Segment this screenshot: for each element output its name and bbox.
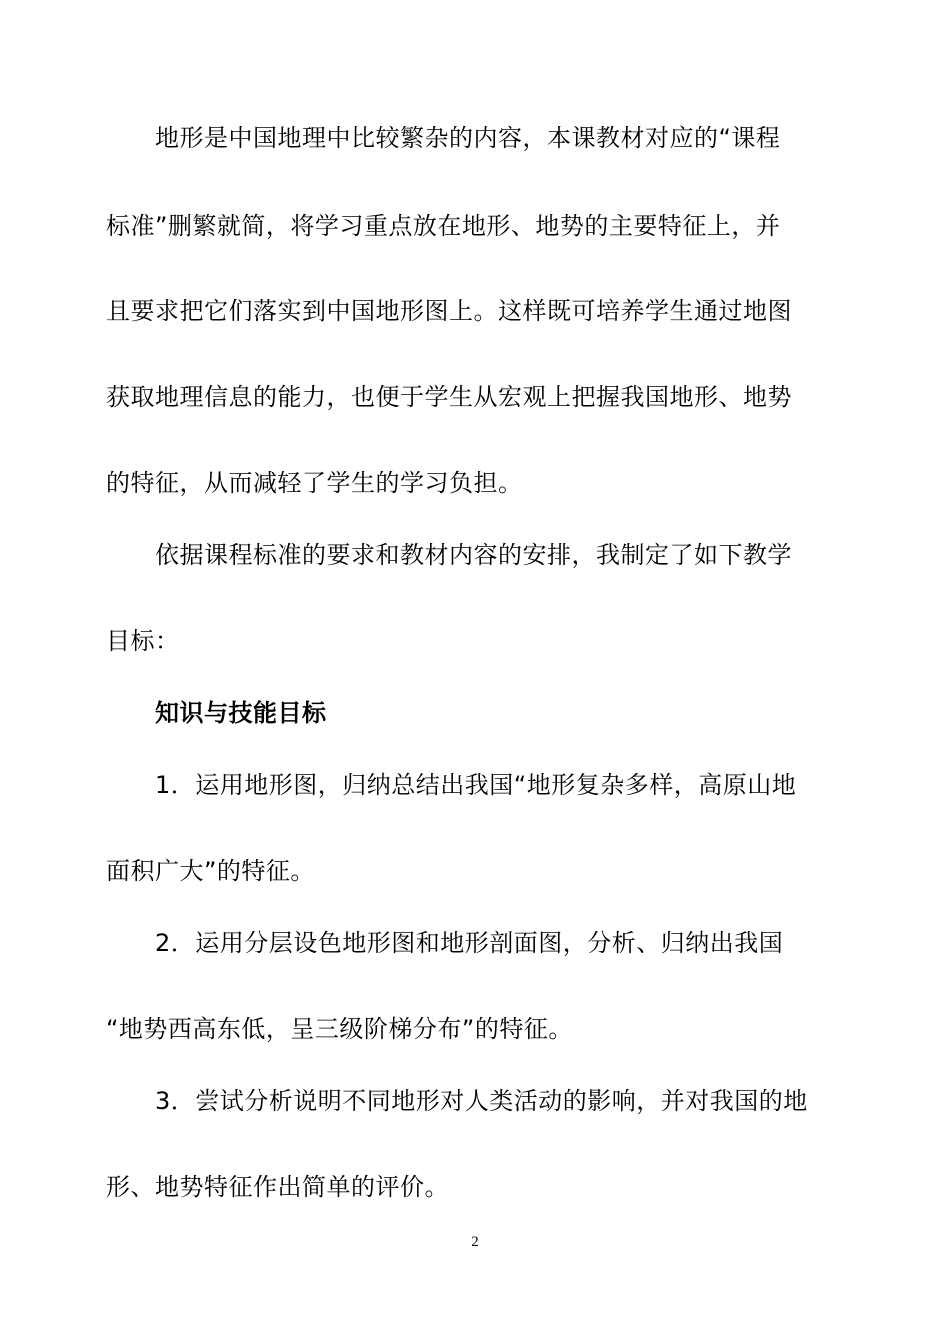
paragraph-2-line-2: 目标：: [106, 627, 180, 655]
objective-3-line-1: 3．尝试分析说明不同地形对人类活动的影响，并对我国的地: [155, 1087, 808, 1115]
objective-3-line-2: 形、地势特征作出简单的评价。: [106, 1173, 449, 1201]
paragraph-1-line-4: 获取地理信息的能力，也便于学生从宏观上把握我国地形、地势: [106, 383, 792, 411]
objective-1-line-2: 面积广大”的特征。: [106, 857, 315, 885]
paragraph-1-line-3: 且要求把它们落实到中国地形图上。这样既可培养学生通过地图: [106, 297, 792, 325]
paragraph-1-line-5: 的特征，从而减轻了学生的学习负担。: [106, 469, 523, 497]
paragraph-2-line-1: 依据课程标准的要求和教材内容的安排，我制定了如下教学: [155, 541, 792, 569]
paragraph-1-line-2: 标准”删繁就简，将学习重点放在地形、地势的主要特征上，并: [106, 212, 781, 240]
objective-2-line-1: 2．运用分层设色地形图和地形剖面图，分析、归纳出我国: [155, 929, 784, 957]
paragraph-1-line-1: 地形是中国地理中比较繁杂的内容，本课教材对应的“课程: [155, 124, 781, 152]
page-number: 2: [471, 1234, 479, 1250]
section-heading: 知识与技能目标: [155, 699, 327, 727]
objective-1-line-1: 1．运用地形图，归纳总结出我国“地形复杂多样，高原山地: [155, 771, 797, 799]
objective-2-line-2: “地势西高东低，呈三级阶梯分布”的特征。: [106, 1015, 573, 1043]
